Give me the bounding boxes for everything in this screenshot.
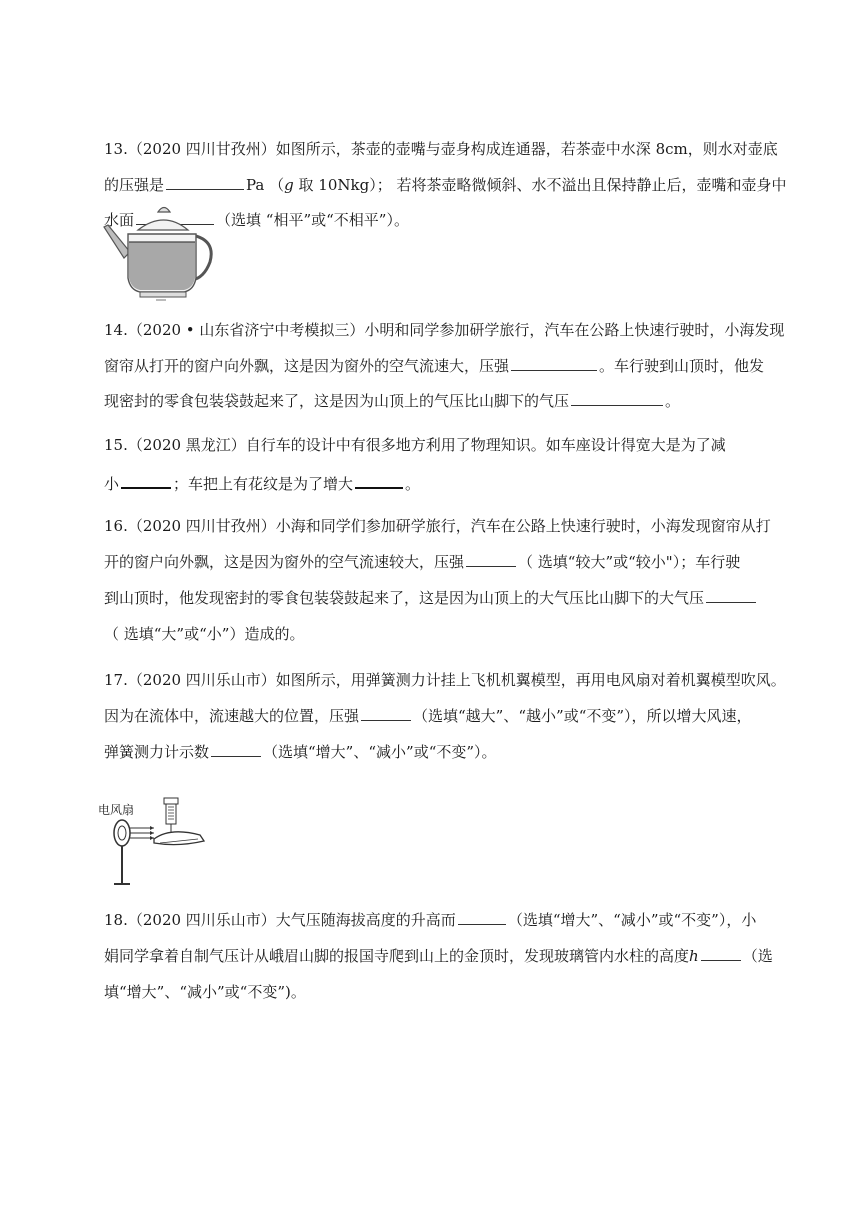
q18-text: 填“增大”、“减小”或“不变”)。 (104, 983, 306, 1001)
answer-blank[interactable] (166, 173, 244, 190)
q17-text: （选填“增大”、“减小”或“不变”）。 (263, 743, 497, 761)
fan-wing-figure (98, 795, 228, 890)
q17-text: 弹簧测力计示数 (104, 743, 210, 761)
q13-text: Pa （ (246, 176, 285, 194)
answer-blank[interactable] (706, 586, 756, 603)
answer-blank[interactable] (211, 740, 261, 757)
q16-line1: 16.（2020 四川甘孜州）小海和同学们参加研学旅行，汽车在公路上快速行驶时，小海发现窗帘从打 (104, 517, 771, 535)
q18-h-symbol: h (689, 947, 699, 965)
q15-text: 小 (104, 475, 120, 493)
q14-line1: 14.（2020 • 山东省济宁中考模拟三）小明和同学参加研学旅行，汽车在公路上快速行驶时，小海发现 (104, 321, 785, 339)
q16-text: （ 选填“较大”或“较小"）；车行驶 (518, 553, 741, 571)
teapot-figure (100, 200, 220, 302)
q13-g-symbol: g (284, 176, 294, 194)
q15-line1: 15.（2020 黑龙江）自行车的设计中有很多地方利用了物理知识。如车座设计得宽大是为了减 (104, 436, 726, 454)
q18-text: 18.（2020 四川乐山市）大气压随海拔高度的升高而 (104, 911, 456, 929)
q15-text: ；车把上有花纹是为了增大 (173, 475, 354, 493)
q13-line1: 13.（2020 四川甘孜州）如图所示，茶壶的壶嘴与壶身构成连通器，若茶壶中水深 8cm，则水对壶底 (104, 140, 778, 158)
answer-blank[interactable] (511, 354, 597, 371)
q13-text: 的压强是 (104, 176, 165, 194)
answer-blank[interactable] (458, 908, 506, 925)
answer-blank[interactable] (355, 471, 403, 489)
q14-text: 。车行驶到山顶时，他发 (599, 357, 765, 375)
answer-blank[interactable] (571, 389, 663, 406)
q18-text: （选 (742, 947, 773, 965)
fan-label: 电风扇 (98, 803, 135, 817)
q14-text: 窗帘从打开的窗户向外飘，这是因为窗外的空气流速大，压强 (104, 357, 510, 375)
q17-line1: 17.（2020 四川乐山市）如图所示，用弹簧测力计挂上飞机机翼模型，再用电风扇对着机翼模型吹风。 (104, 671, 786, 689)
q14-text: 现密封的零食包装袋鼓起来了，这是因为山顶上的气压比山脚下的气压 (104, 392, 570, 410)
q13-text: 水面 (104, 211, 135, 229)
q16-text: 开的窗户向外飘，这是因为窗外的空气流速较大，压强 (104, 553, 465, 571)
q18-text: 娟同学拿着自制气压计从峨眉山脚的报国寺爬到山上的金顶时，发现玻璃管内水柱的高度 (104, 947, 690, 965)
q15-text: 。 (405, 475, 421, 493)
q17-text: （选填“越大”、“越小”或“不变”），所以增大风速， (413, 707, 752, 725)
answer-blank[interactable] (701, 944, 741, 961)
answer-blank[interactable] (466, 550, 516, 567)
answer-blank[interactable] (121, 471, 171, 489)
q13-text: （选填 “相平”或“不相平”）。 (216, 211, 409, 229)
q13-text: 取 10Nkg）； 若将茶壶略微倾斜、水不溢出且保持静止后，壶嘴和壶身中 (293, 176, 787, 194)
q16-text: （ 选填“大”或“小”）造成的。 (104, 625, 305, 643)
q16-text: 到山顶时，他发现密封的零食包装袋鼓起来了，这是因为山顶上的大气压比山脚下的大气压 (104, 589, 705, 607)
q17-text: 因为在流体中，流速越大的位置，压强 (104, 707, 360, 725)
q18-text: （选填“增大”、“减小”或“不变”），小 (507, 911, 757, 929)
answer-blank[interactable] (361, 704, 411, 721)
q14-text: 。 (665, 392, 681, 410)
